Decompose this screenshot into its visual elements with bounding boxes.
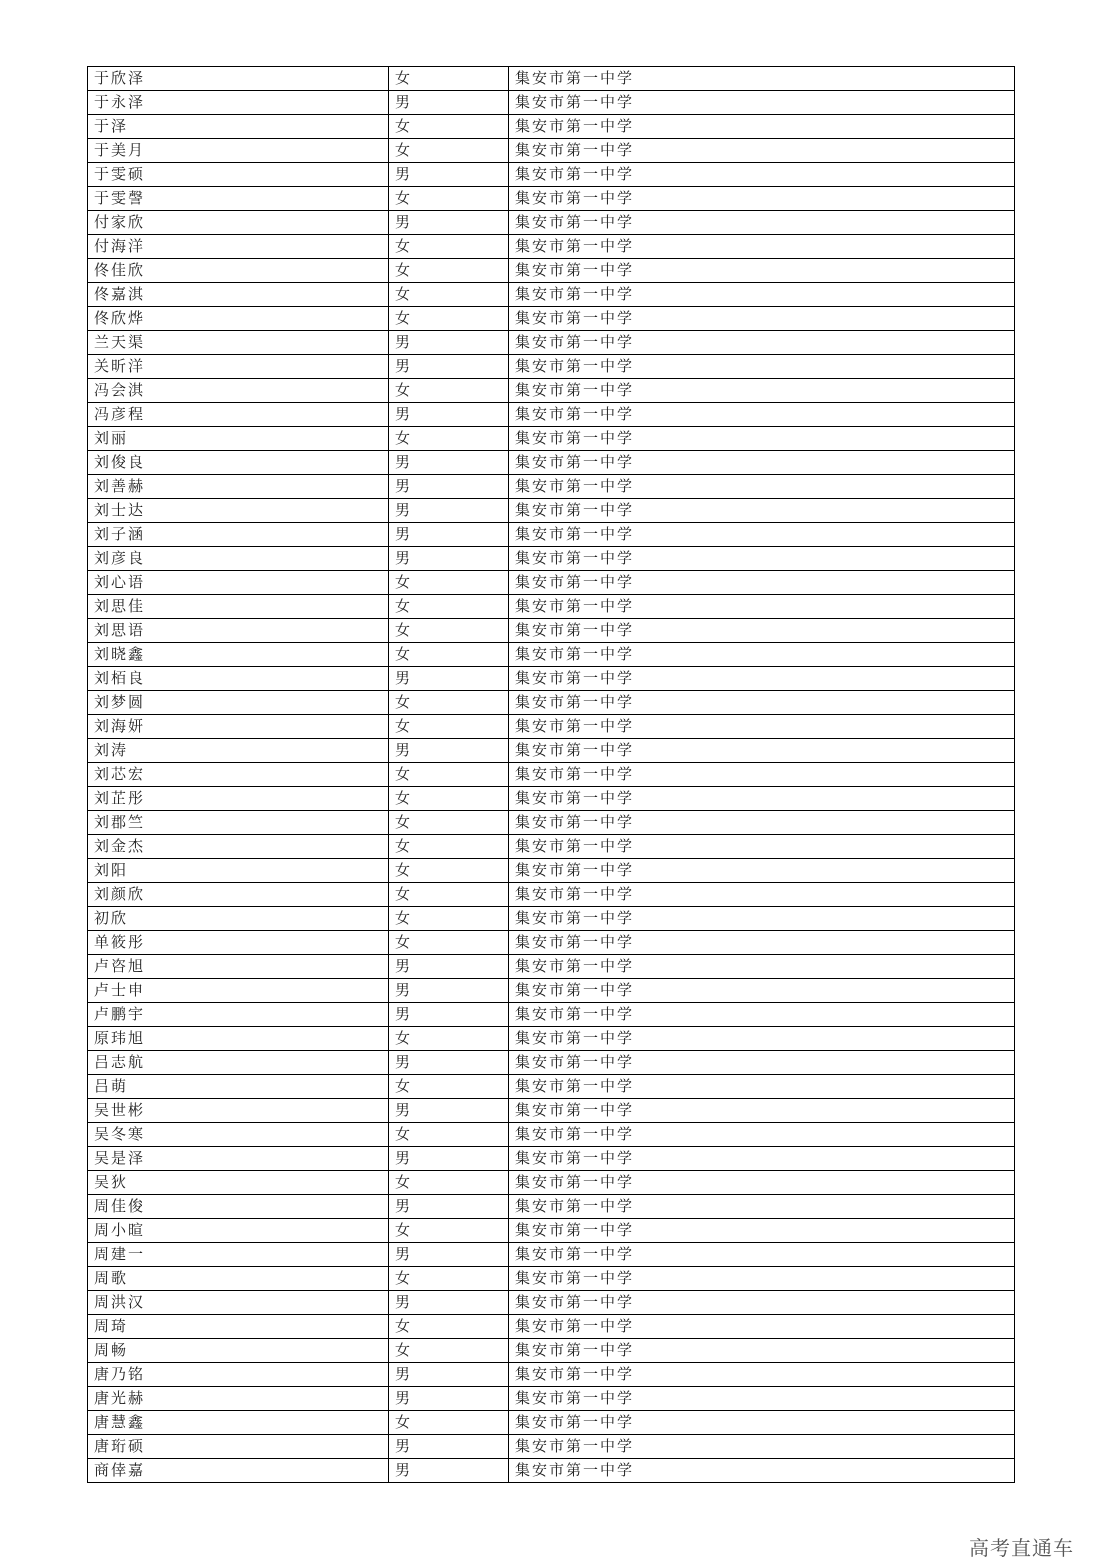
student-name-cell: 刘心语 [88,571,389,595]
table-row [88,715,1015,739]
gender-cell: 男 [389,91,509,115]
school-cell: 集安市第一中学 [509,1051,1015,1075]
table-row [88,667,1015,691]
student-name-cell: 吕萌 [88,1075,389,1099]
student-name-cell: 刘彦良 [88,547,389,571]
gender-cell: 男 [389,1387,509,1411]
student-name-cell: 刘阳 [88,859,389,883]
school-cell: 集安市第一中学 [509,139,1015,163]
gender-cell: 女 [389,787,509,811]
school-cell: 集安市第一中学 [509,931,1015,955]
table-row [88,739,1015,763]
table-row [88,1291,1015,1315]
school-cell: 集安市第一中学 [509,763,1015,787]
gender-cell: 女 [389,763,509,787]
gender-cell: 男 [389,1003,509,1027]
school-cell: 集安市第一中学 [509,811,1015,835]
gender-cell: 女 [389,571,509,595]
table-row [88,451,1015,475]
school-cell: 集安市第一中学 [509,1219,1015,1243]
gender-cell: 女 [389,1315,509,1339]
gender-cell: 男 [389,1435,509,1459]
gender-cell: 男 [389,499,509,523]
gender-cell: 女 [389,379,509,403]
school-cell: 集安市第一中学 [509,307,1015,331]
table-row [88,691,1015,715]
school-cell: 集安市第一中学 [509,427,1015,451]
student-name-cell: 周洪汉 [88,1291,389,1315]
gender-cell: 女 [389,1219,509,1243]
gender-cell: 男 [389,475,509,499]
student-name-cell: 刘栢良 [88,667,389,691]
gender-cell: 男 [389,1243,509,1267]
table-row [88,1027,1015,1051]
table-row [88,1315,1015,1339]
student-name-cell: 吴世彬 [88,1099,389,1123]
table-row [88,1219,1015,1243]
student-name-cell: 周建一 [88,1243,389,1267]
school-cell: 集安市第一中学 [509,115,1015,139]
table-row [88,1099,1015,1123]
school-cell: 集安市第一中学 [509,355,1015,379]
school-cell: 集安市第一中学 [509,883,1015,907]
school-cell: 集安市第一中学 [509,691,1015,715]
student-name-cell: 于雯謦 [88,187,389,211]
school-cell: 集安市第一中学 [509,835,1015,859]
school-cell: 集安市第一中学 [509,595,1015,619]
table-row [88,1075,1015,1099]
watermark-text: 高考直通车 [969,1536,1074,1560]
school-cell: 集安市第一中学 [509,523,1015,547]
gender-cell: 女 [389,643,509,667]
table-row [88,859,1015,883]
table-row [88,259,1015,283]
student-name-cell: 商倖嘉 [88,1459,389,1483]
gender-cell: 女 [389,115,509,139]
student-name-cell: 周畅 [88,1339,389,1363]
table-row [88,1459,1015,1483]
school-cell: 集安市第一中学 [509,1147,1015,1171]
table-row [88,331,1015,355]
school-cell: 集安市第一中学 [509,235,1015,259]
school-cell: 集安市第一中学 [509,715,1015,739]
table-row [88,1435,1015,1459]
table-row [88,1051,1015,1075]
gender-cell: 女 [389,595,509,619]
table-row [88,1003,1015,1027]
student-name-cell: 刘郡竺 [88,811,389,835]
school-cell: 集安市第一中学 [509,163,1015,187]
gender-cell: 男 [389,211,509,235]
table-row [88,1339,1015,1363]
student-name-cell: 周佳俊 [88,1195,389,1219]
gender-cell: 男 [389,547,509,571]
school-cell: 集安市第一中学 [509,1003,1015,1027]
school-cell: 集安市第一中学 [509,1435,1015,1459]
student-name-cell: 唐乃铭 [88,1363,389,1387]
student-name-cell: 冯会淇 [88,379,389,403]
student-name-cell: 于泽 [88,115,389,139]
gender-cell: 女 [389,427,509,451]
table-row [88,523,1015,547]
gender-cell: 男 [389,979,509,1003]
school-cell: 集安市第一中学 [509,1123,1015,1147]
student-name-cell: 于雯硕 [88,163,389,187]
table-row [88,883,1015,907]
table-row [88,763,1015,787]
student-name-cell: 吴是泽 [88,1147,389,1171]
gender-cell: 女 [389,67,509,91]
gender-cell: 女 [389,1075,509,1099]
school-cell: 集安市第一中学 [509,1315,1015,1339]
school-cell: 集安市第一中学 [509,955,1015,979]
gender-cell: 男 [389,1147,509,1171]
student-name-cell: 刘俊良 [88,451,389,475]
student-name-cell: 唐珩硕 [88,1435,389,1459]
student-name-cell: 刘善赫 [88,475,389,499]
school-cell: 集安市第一中学 [509,91,1015,115]
school-cell: 集安市第一中学 [509,1171,1015,1195]
table-row [88,379,1015,403]
student-name-cell: 卢士申 [88,979,389,1003]
gender-cell: 女 [389,859,509,883]
student-name-cell: 周琦 [88,1315,389,1339]
gender-cell: 女 [389,907,509,931]
school-cell: 集安市第一中学 [509,739,1015,763]
table-row [88,787,1015,811]
student-name-cell: 刘士达 [88,499,389,523]
student-table [87,66,1015,1483]
table-row [88,619,1015,643]
table-row [88,571,1015,595]
student-name-cell: 付海洋 [88,235,389,259]
table-row [88,403,1015,427]
table-row [88,475,1015,499]
student-table-body [88,67,1015,1483]
school-cell: 集安市第一中学 [509,1195,1015,1219]
table-row [88,1243,1015,1267]
table-row [88,547,1015,571]
gender-cell: 女 [389,883,509,907]
gender-cell: 男 [389,331,509,355]
student-name-cell: 卢鹏宇 [88,1003,389,1027]
student-name-cell: 刘涛 [88,739,389,763]
table-row [88,163,1015,187]
table-row [88,1411,1015,1435]
gender-cell: 男 [389,955,509,979]
school-cell: 集安市第一中学 [509,1411,1015,1435]
student-name-cell: 刘子涵 [88,523,389,547]
student-name-cell: 于美月 [88,139,389,163]
gender-cell: 男 [389,1099,509,1123]
student-name-cell: 关昕洋 [88,355,389,379]
table-row [88,1387,1015,1411]
gender-cell: 女 [389,619,509,643]
gender-cell: 男 [389,451,509,475]
student-name-cell: 卢咨旭 [88,955,389,979]
school-cell: 集安市第一中学 [509,259,1015,283]
gender-cell: 女 [389,187,509,211]
school-cell: 集安市第一中学 [509,1339,1015,1363]
table-row [88,91,1015,115]
student-name-cell: 周小暄 [88,1219,389,1243]
school-cell: 集安市第一中学 [509,571,1015,595]
school-cell: 集安市第一中学 [509,475,1015,499]
student-name-cell: 于欣泽 [88,67,389,91]
gender-cell: 女 [389,691,509,715]
table-row [88,235,1015,259]
gender-cell: 男 [389,1459,509,1483]
school-cell: 集安市第一中学 [509,979,1015,1003]
gender-cell: 男 [389,355,509,379]
school-cell: 集安市第一中学 [509,67,1015,91]
gender-cell: 女 [389,835,509,859]
school-cell: 集安市第一中学 [509,619,1015,643]
student-name-cell: 刘梦圆 [88,691,389,715]
gender-cell: 男 [389,1051,509,1075]
student-name-cell: 单筱彤 [88,931,389,955]
school-cell: 集安市第一中学 [509,1243,1015,1267]
table-row [88,931,1015,955]
school-cell: 集安市第一中学 [509,1459,1015,1483]
table-row [88,67,1015,91]
table-row [88,283,1015,307]
school-cell: 集安市第一中学 [509,643,1015,667]
table-row [88,211,1015,235]
student-name-cell: 周歌 [88,1267,389,1291]
student-name-cell: 于永泽 [88,91,389,115]
school-cell: 集安市第一中学 [509,1099,1015,1123]
gender-cell: 男 [389,1291,509,1315]
gender-cell: 男 [389,523,509,547]
school-cell: 集安市第一中学 [509,1027,1015,1051]
gender-cell: 女 [389,307,509,331]
table-row [88,643,1015,667]
table-row [88,979,1015,1003]
school-cell: 集安市第一中学 [509,1291,1015,1315]
student-name-cell: 原玮旭 [88,1027,389,1051]
table-row [88,1147,1015,1171]
table-row [88,955,1015,979]
student-name-cell: 刘海妍 [88,715,389,739]
gender-cell: 女 [389,1267,509,1291]
school-cell: 集安市第一中学 [509,1387,1015,1411]
table-row [88,1123,1015,1147]
table-row [88,307,1015,331]
gender-cell: 女 [389,811,509,835]
school-cell: 集安市第一中学 [509,451,1015,475]
gender-cell: 女 [389,283,509,307]
gender-cell: 男 [389,1363,509,1387]
table-row [88,595,1015,619]
table-row [88,187,1015,211]
gender-cell: 女 [389,139,509,163]
student-name-cell: 刘芷彤 [88,787,389,811]
school-cell: 集安市第一中学 [509,187,1015,211]
table-row [88,1195,1015,1219]
student-name-cell: 刘思佳 [88,595,389,619]
student-name-cell: 佟嘉淇 [88,283,389,307]
school-cell: 集安市第一中学 [509,379,1015,403]
school-cell: 集安市第一中学 [509,547,1015,571]
student-name-cell: 刘丽 [88,427,389,451]
gender-cell: 女 [389,235,509,259]
student-name-cell: 冯彦程 [88,403,389,427]
gender-cell: 女 [389,1027,509,1051]
gender-cell: 女 [389,1411,509,1435]
student-name-cell: 兰天渠 [88,331,389,355]
student-name-cell: 刘思语 [88,619,389,643]
school-cell: 集安市第一中学 [509,331,1015,355]
student-name-cell: 吕志航 [88,1051,389,1075]
table-row [88,355,1015,379]
student-name-cell: 刘芯宏 [88,763,389,787]
table-row [88,1363,1015,1387]
student-name-cell: 唐光赫 [88,1387,389,1411]
student-name-cell: 佟欣烨 [88,307,389,331]
student-name-cell: 付家欣 [88,211,389,235]
gender-cell: 女 [389,259,509,283]
school-cell: 集安市第一中学 [509,667,1015,691]
school-cell: 集安市第一中学 [509,787,1015,811]
table-row [88,835,1015,859]
gender-cell: 男 [389,739,509,763]
table-row [88,499,1015,523]
student-name-cell: 吴冬寒 [88,1123,389,1147]
student-name-cell: 刘颜欣 [88,883,389,907]
gender-cell: 男 [389,403,509,427]
table-row [88,427,1015,451]
gender-cell: 男 [389,667,509,691]
school-cell: 集安市第一中学 [509,403,1015,427]
school-cell: 集安市第一中学 [509,499,1015,523]
student-name-cell: 佟佳欣 [88,259,389,283]
table-row [88,115,1015,139]
student-name-cell: 吴狄 [88,1171,389,1195]
school-cell: 集安市第一中学 [509,1075,1015,1099]
school-cell: 集安市第一中学 [509,1363,1015,1387]
gender-cell: 女 [389,1339,509,1363]
table-row [88,1267,1015,1291]
school-cell: 集安市第一中学 [509,859,1015,883]
student-name-cell: 刘金杰 [88,835,389,859]
table-row [88,1171,1015,1195]
gender-cell: 女 [389,1123,509,1147]
school-cell: 集安市第一中学 [509,1267,1015,1291]
student-name-cell: 刘晓鑫 [88,643,389,667]
school-cell: 集安市第一中学 [509,907,1015,931]
gender-cell: 女 [389,715,509,739]
school-cell: 集安市第一中学 [509,211,1015,235]
gender-cell: 女 [389,1171,509,1195]
gender-cell: 男 [389,163,509,187]
student-name-cell: 唐慧鑫 [88,1411,389,1435]
student-name-cell: 初欣 [88,907,389,931]
gender-cell: 女 [389,931,509,955]
table-row [88,139,1015,163]
table-row [88,907,1015,931]
table-row [88,811,1015,835]
school-cell: 集安市第一中学 [509,283,1015,307]
gender-cell: 男 [389,1195,509,1219]
